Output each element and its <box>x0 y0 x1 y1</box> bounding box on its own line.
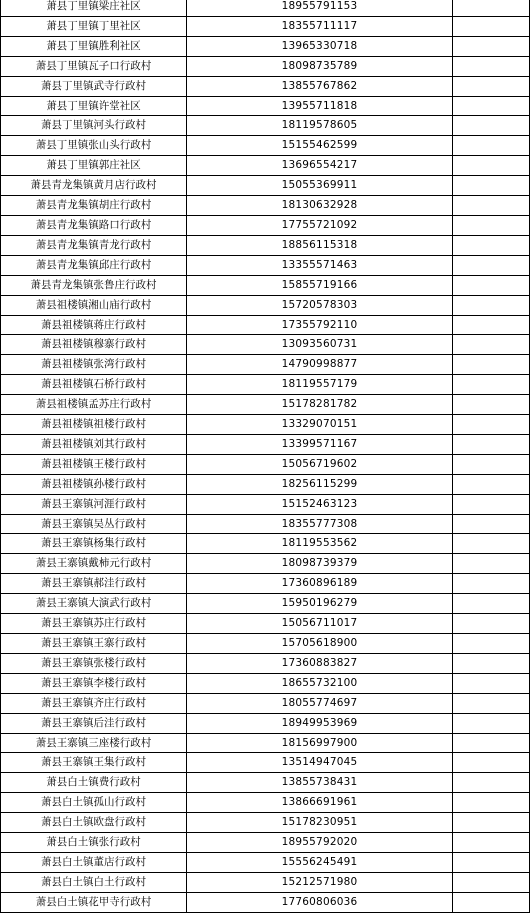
empty-cell <box>453 156 530 176</box>
table-row <box>1 753 530 773</box>
empty-cell <box>453 852 530 872</box>
table-row <box>1 514 530 534</box>
village-name-cell: 萧县丁里镇梁庄社区 <box>1 0 187 16</box>
empty-cell <box>453 693 530 713</box>
phone-number-cell: 13696554217 <box>187 156 453 176</box>
table-row <box>1 653 530 673</box>
table-row <box>1 295 530 315</box>
village-name-cell: 萧县白土镇白土行政村 <box>1 872 187 892</box>
empty-cell <box>453 474 530 494</box>
empty-cell <box>453 215 530 235</box>
table-row <box>1 176 530 196</box>
empty-cell <box>453 235 530 255</box>
table-row <box>1 574 530 594</box>
village-name-cell: 萧县青龙集镇张鲁庄行政村 <box>1 275 187 295</box>
village-name-cell: 萧县祖楼镇石桥行政村 <box>1 375 187 395</box>
table-row <box>1 872 530 892</box>
phone-number-cell: 18119553562 <box>187 534 453 554</box>
phone-number-cell: 13355571463 <box>187 255 453 275</box>
empty-cell <box>453 614 530 634</box>
table-row <box>1 415 530 435</box>
village-name-cell: 萧县王寨镇齐庄行政村 <box>1 693 187 713</box>
table-row <box>1 494 530 514</box>
table-row <box>1 235 530 255</box>
village-name-cell: 萧县王寨镇河涯行政村 <box>1 494 187 514</box>
village-name-cell: 萧县王寨镇戴柿元行政村 <box>1 554 187 574</box>
phone-number-cell: 13955711818 <box>187 96 453 116</box>
village-name-cell: 萧县王寨镇王集行政村 <box>1 753 187 773</box>
phone-number-cell: 18949953969 <box>187 713 453 733</box>
empty-cell <box>453 76 530 96</box>
phone-number-cell: 18098735789 <box>187 56 453 76</box>
village-name-cell: 萧县王寨镇张楼行政村 <box>1 653 187 673</box>
table-row <box>1 395 530 415</box>
phone-number-cell: 18355711117 <box>187 16 453 36</box>
table-row <box>1 16 530 36</box>
village-name-cell: 萧县王寨镇大演武行政村 <box>1 594 187 614</box>
empty-cell <box>453 96 530 116</box>
table-row <box>1 0 530 16</box>
empty-cell <box>453 773 530 793</box>
empty-cell <box>453 514 530 534</box>
phone-number-cell: 18119557179 <box>187 375 453 395</box>
village-name-cell: 萧县祖楼镇蒋庄行政村 <box>1 315 187 335</box>
table-row <box>1 36 530 56</box>
village-name-cell: 萧县丁里镇丁里社区 <box>1 16 187 36</box>
table-row <box>1 315 530 335</box>
village-name-cell: 萧县祖楼镇刘其行政村 <box>1 434 187 454</box>
empty-cell <box>453 454 530 474</box>
village-name-cell: 萧县白土镇欧盘行政村 <box>1 813 187 833</box>
table-row <box>1 594 530 614</box>
empty-cell <box>453 594 530 614</box>
phone-number-cell: 15155462599 <box>187 136 453 156</box>
table-row <box>1 733 530 753</box>
table-row <box>1 375 530 395</box>
table-row <box>1 634 530 654</box>
table-row <box>1 196 530 216</box>
table-row <box>1 136 530 156</box>
table-row <box>1 534 530 554</box>
village-name-cell: 萧县丁里镇许堂社区 <box>1 96 187 116</box>
table-row <box>1 673 530 693</box>
empty-cell <box>453 554 530 574</box>
empty-cell <box>453 793 530 813</box>
village-name-cell: 萧县祖楼镇祖楼行政村 <box>1 415 187 435</box>
empty-cell <box>453 36 530 56</box>
table-row <box>1 454 530 474</box>
empty-cell <box>453 116 530 136</box>
table-row <box>1 614 530 634</box>
phone-number-cell: 17760806036 <box>187 892 453 912</box>
phone-number-cell: 18856115318 <box>187 235 453 255</box>
contact-table-body <box>1 0 530 912</box>
phone-number-cell: 13855738431 <box>187 773 453 793</box>
table-row <box>1 892 530 912</box>
village-name-cell: 萧县丁里镇胜利社区 <box>1 36 187 56</box>
village-name-cell: 萧县祖楼镇王楼行政村 <box>1 454 187 474</box>
table-row <box>1 693 530 713</box>
phone-number-cell: 15556245491 <box>187 852 453 872</box>
empty-cell <box>453 295 530 315</box>
table-row <box>1 813 530 833</box>
table-row <box>1 215 530 235</box>
village-name-cell: 萧县白土镇花甲寺行政村 <box>1 892 187 912</box>
phone-number-cell: 15056711017 <box>187 614 453 634</box>
empty-cell <box>453 534 530 554</box>
empty-cell <box>453 813 530 833</box>
table-row <box>1 275 530 295</box>
empty-cell <box>453 56 530 76</box>
village-name-cell: 萧县青龙集镇青龙行政村 <box>1 235 187 255</box>
phone-number-cell: 18955792020 <box>187 833 453 853</box>
empty-cell <box>453 335 530 355</box>
table-row <box>1 852 530 872</box>
village-name-cell: 萧县丁里镇张山头行政村 <box>1 136 187 156</box>
village-name-cell: 萧县白土镇张行政村 <box>1 833 187 853</box>
phone-number-cell: 15705618900 <box>187 634 453 654</box>
village-name-cell: 萧县祖楼镇孙楼行政村 <box>1 474 187 494</box>
table-row <box>1 833 530 853</box>
phone-number-cell: 15720578303 <box>187 295 453 315</box>
table-row <box>1 773 530 793</box>
table-row <box>1 116 530 136</box>
village-name-cell: 萧县丁里镇河头行政村 <box>1 116 187 136</box>
phone-number-cell: 15056719602 <box>187 454 453 474</box>
village-name-cell: 萧县丁里镇郭庄社区 <box>1 156 187 176</box>
empty-cell <box>453 574 530 594</box>
empty-cell <box>453 176 530 196</box>
empty-cell <box>453 673 530 693</box>
phone-number-cell: 17355792110 <box>187 315 453 335</box>
village-name-cell: 萧县王寨镇郝洼行政村 <box>1 574 187 594</box>
empty-cell <box>453 753 530 773</box>
table-row <box>1 76 530 96</box>
phone-number-cell: 15178281782 <box>187 395 453 415</box>
phone-number-cell: 13514947045 <box>187 753 453 773</box>
table-row <box>1 96 530 116</box>
phone-number-cell: 15152463123 <box>187 494 453 514</box>
village-name-cell: 萧县祖楼镇孟苏庄行政村 <box>1 395 187 415</box>
table-row <box>1 474 530 494</box>
village-name-cell: 萧县王寨镇杨集行政村 <box>1 534 187 554</box>
village-name-cell: 萧县祖楼镇穆寨行政村 <box>1 335 187 355</box>
phone-number-cell: 15178230951 <box>187 813 453 833</box>
empty-cell <box>453 255 530 275</box>
empty-cell <box>453 833 530 853</box>
empty-cell <box>453 892 530 912</box>
village-name-cell: 萧县王寨镇后洼行政村 <box>1 713 187 733</box>
phone-number-cell: 13093560731 <box>187 335 453 355</box>
empty-cell <box>453 0 530 16</box>
phone-number-cell: 15055369911 <box>187 176 453 196</box>
phone-number-cell: 15212571980 <box>187 872 453 892</box>
village-name-cell: 萧县祖楼镇张湾行政村 <box>1 355 187 375</box>
village-name-cell: 萧县青龙集镇路口行政村 <box>1 215 187 235</box>
empty-cell <box>453 355 530 375</box>
phone-number-cell: 18256115299 <box>187 474 453 494</box>
phone-number-cell: 13399571167 <box>187 434 453 454</box>
table-row <box>1 255 530 275</box>
village-name-cell: 萧县白土镇孤山行政村 <box>1 793 187 813</box>
village-name-cell: 萧县王寨镇李楼行政村 <box>1 673 187 693</box>
village-name-cell: 萧县王寨镇吴丛行政村 <box>1 514 187 534</box>
phone-number-cell: 13866691961 <box>187 793 453 813</box>
empty-cell <box>453 196 530 216</box>
village-name-cell: 萧县王寨镇王寨行政村 <box>1 634 187 654</box>
table-row <box>1 335 530 355</box>
empty-cell <box>453 713 530 733</box>
phone-number-cell: 13965330718 <box>187 36 453 56</box>
village-name-cell: 萧县丁里镇瓦子口行政村 <box>1 56 187 76</box>
empty-cell <box>453 375 530 395</box>
village-name-cell: 萧县白土镇费行政村 <box>1 773 187 793</box>
empty-cell <box>453 415 530 435</box>
phone-number-cell: 17360883827 <box>187 653 453 673</box>
table-row <box>1 713 530 733</box>
village-name-cell: 萧县王寨镇苏庄行政村 <box>1 614 187 634</box>
empty-cell <box>453 653 530 673</box>
empty-cell <box>453 872 530 892</box>
empty-cell <box>453 275 530 295</box>
village-name-cell: 萧县白土镇董店行政村 <box>1 852 187 872</box>
phone-number-cell: 18655732100 <box>187 673 453 693</box>
phone-number-cell: 18098739379 <box>187 554 453 574</box>
table-row <box>1 434 530 454</box>
empty-cell <box>453 494 530 514</box>
phone-number-cell: 15855719166 <box>187 275 453 295</box>
phone-number-cell: 18955791153 <box>187 0 453 16</box>
phone-number-cell: 13329070151 <box>187 415 453 435</box>
phone-number-cell: 18055774697 <box>187 693 453 713</box>
phone-number-cell: 15950196279 <box>187 594 453 614</box>
phone-number-cell: 13855767862 <box>187 76 453 96</box>
village-name-cell: 萧县丁里镇武寺行政村 <box>1 76 187 96</box>
phone-number-cell: 14790998877 <box>187 355 453 375</box>
empty-cell <box>453 136 530 156</box>
table-row <box>1 793 530 813</box>
empty-cell <box>453 395 530 415</box>
table-row <box>1 156 530 176</box>
village-name-cell: 萧县青龙集镇胡庄行政村 <box>1 196 187 216</box>
phone-number-cell: 18130632928 <box>187 196 453 216</box>
phone-number-cell: 18119578605 <box>187 116 453 136</box>
empty-cell <box>453 315 530 335</box>
phone-number-cell: 18355777308 <box>187 514 453 534</box>
table-row <box>1 554 530 574</box>
village-name-cell: 萧县祖楼镇湘山庙行政村 <box>1 295 187 315</box>
empty-cell <box>453 434 530 454</box>
village-name-cell: 萧县青龙集镇邱庄行政村 <box>1 255 187 275</box>
empty-cell <box>453 733 530 753</box>
empty-cell <box>453 16 530 36</box>
table-row <box>1 56 530 76</box>
phone-number-cell: 18156997900 <box>187 733 453 753</box>
village-name-cell: 萧县青龙集镇黄月店行政村 <box>1 176 187 196</box>
table-row <box>1 355 530 375</box>
village-name-cell: 萧县王寨镇三座楼行政村 <box>1 733 187 753</box>
phone-number-cell: 17755721092 <box>187 215 453 235</box>
empty-cell <box>453 634 530 654</box>
phone-number-cell: 17360896189 <box>187 574 453 594</box>
